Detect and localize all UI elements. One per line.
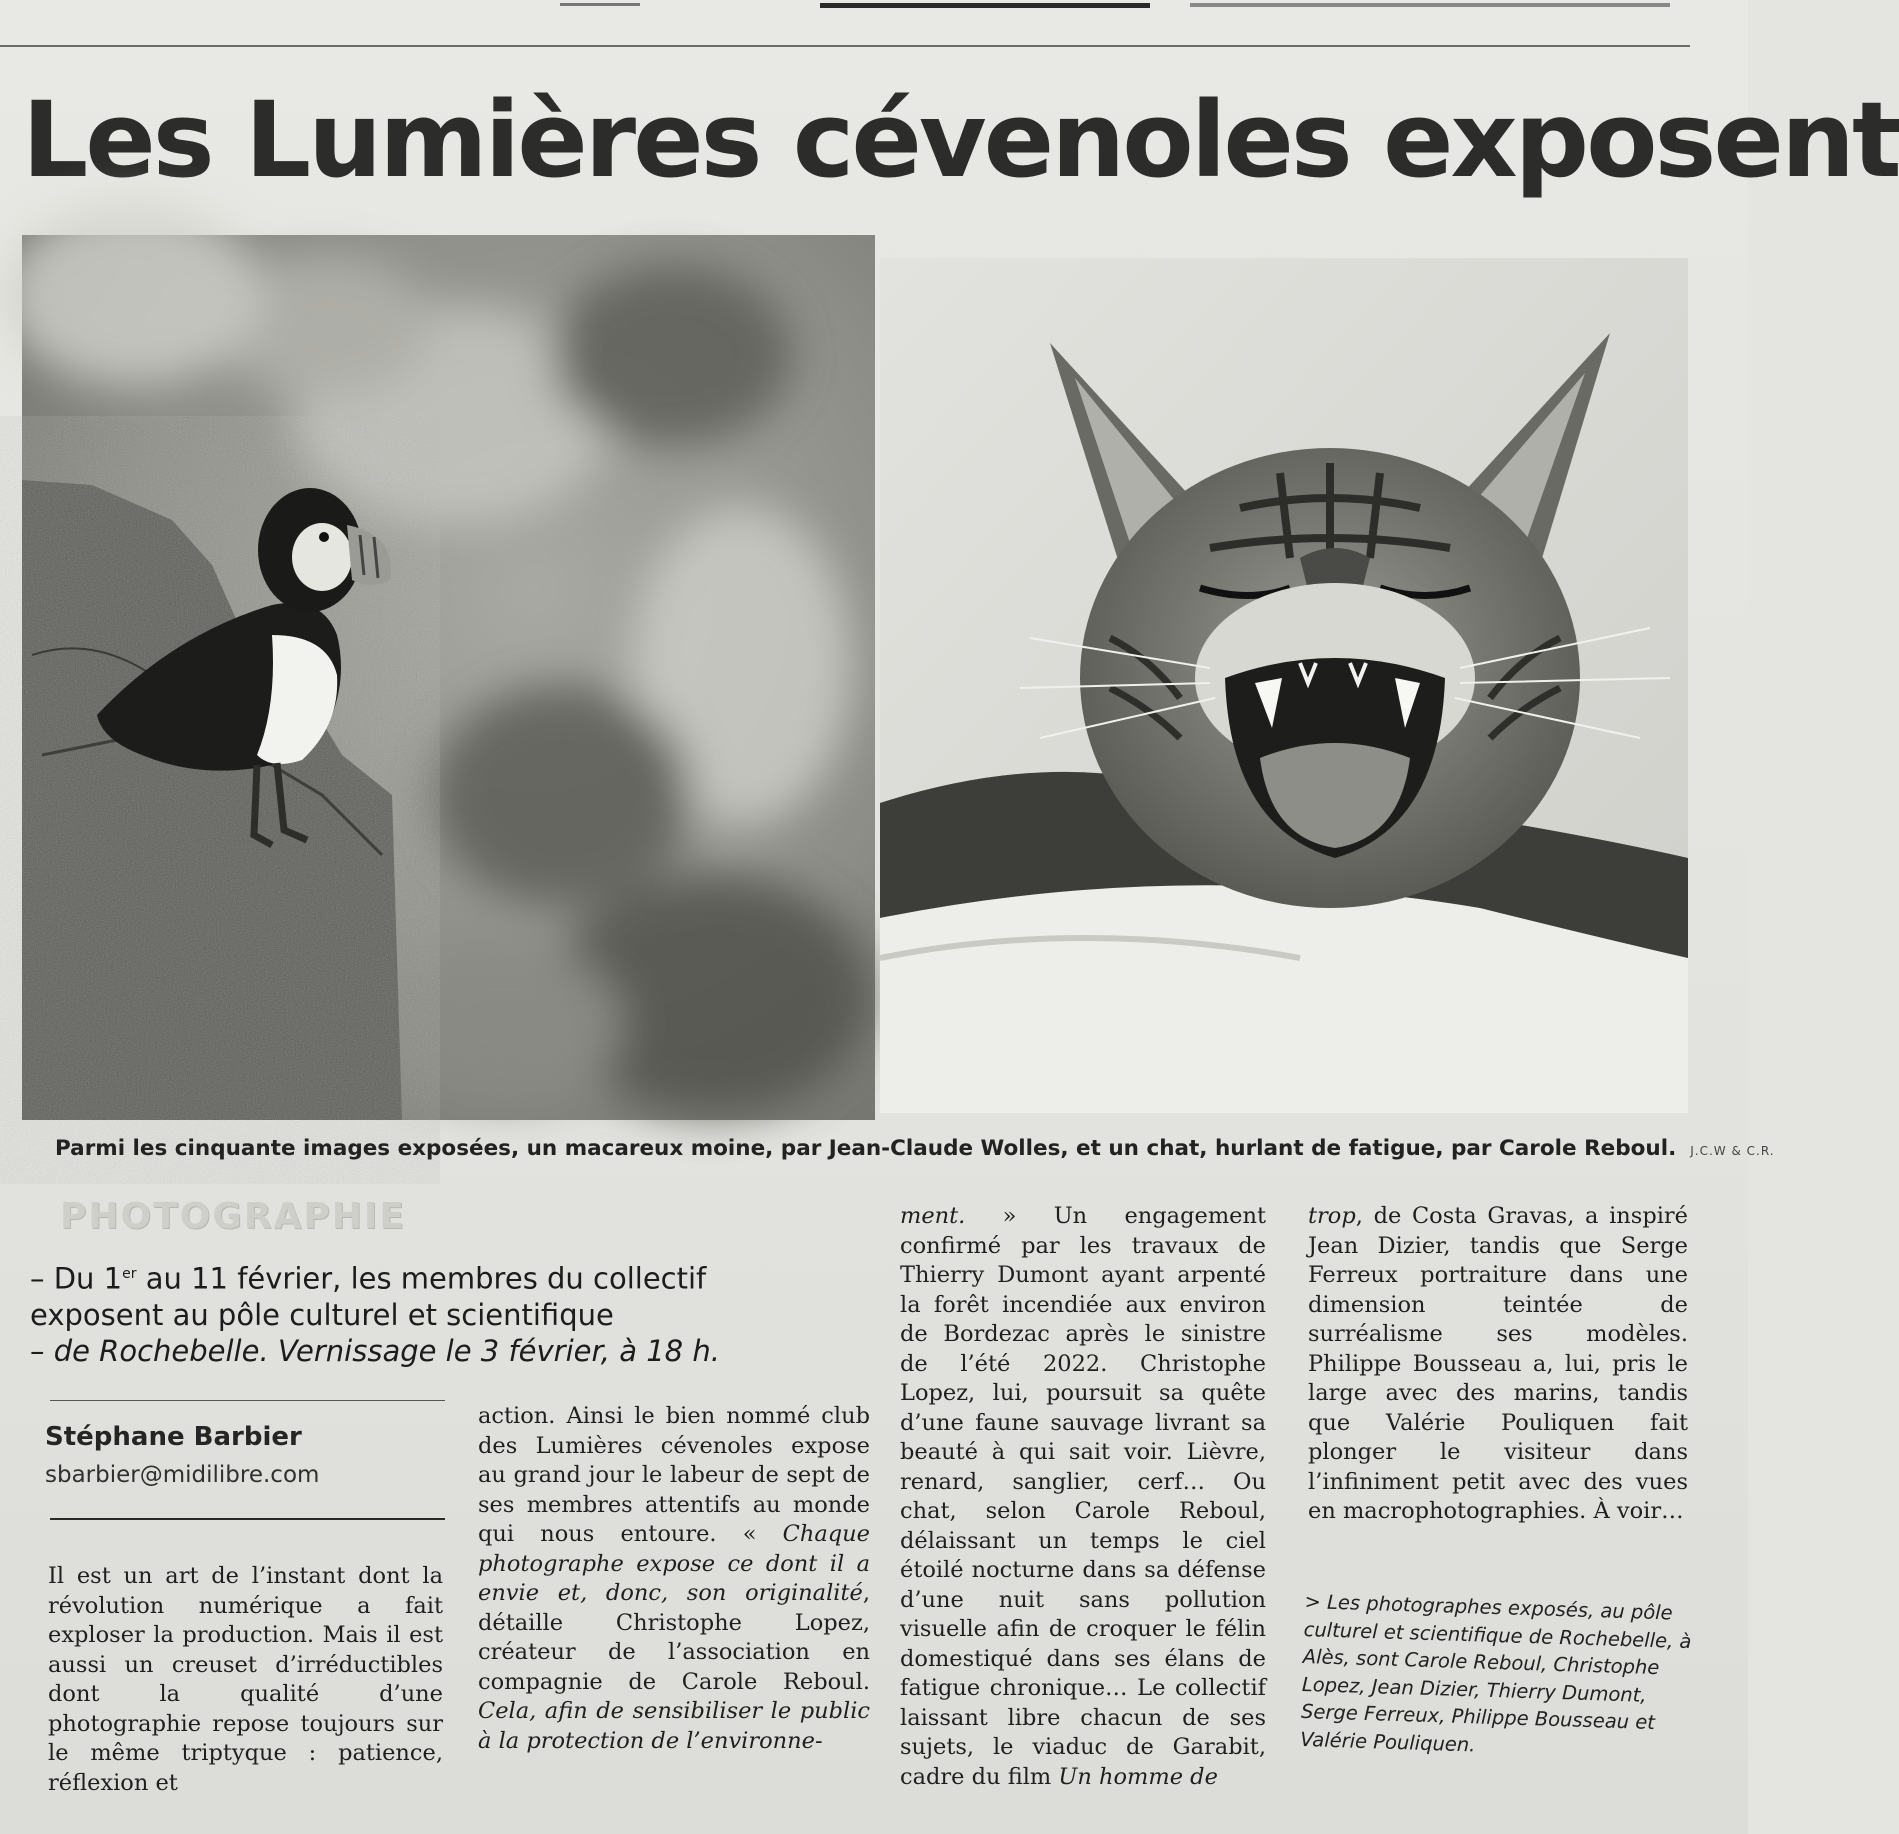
previous-article-fragment — [0, 0, 1690, 10]
col3-text: » Un engagement confirmé par les travaux de Thierry Dumont ayant arpenté la forêt incendiée aux environ de Bordezac après le sinistre de l’été 2022. Christophe Lopez, lui, poursuit sa quête d’une faune sauvage livrant sa beauté à qui sait voir. Lièvre, renard, sanglier, cerf… Ou chat, selon Carole Reboul, délaissant un temps le ciel étoilé nocturne dans sa défense d’une nuit sans pollution visuelle afin de croquer le félin domestiqué dans ses élans de fatigue chronique… Le collectif laissant libre chacun de ses sujets, le viaduc de Garabit, cadre du film — [900, 1203, 1266, 1790]
author-top-rule — [50, 1400, 445, 1401]
article-column-4 — [1308, 1202, 1688, 1527]
top-divider — [0, 45, 1690, 47]
article-column-3 — [900, 1202, 1266, 1792]
col4-film-title-end: trop — [1308, 1203, 1356, 1229]
lead-part2: de Rochebelle. Vernissage le 3 février, à 18 h. — [53, 1333, 720, 1368]
col3-film-title: Un homme de — [1058, 1763, 1218, 1790]
col2-text-b: , détaille Christophe Lopez, créateur de l’association en compagnie de Carole Reboul. — [478, 1580, 870, 1695]
article-column-1 — [48, 1562, 443, 1798]
headline: Les Lumières cévenoles exposent — [22, 79, 1899, 201]
cat-photo — [880, 258, 1688, 1113]
photo-credit: J.C.W & C.R. — [1690, 1144, 1775, 1158]
section-rubric: PHOTOGRAPHIE — [60, 1196, 406, 1237]
author-name: Stéphane Barbier — [45, 1422, 302, 1452]
author-email[interactable]: sbarbier@midilibre.com — [45, 1462, 320, 1488]
lead-part1-pre: Du 1 — [53, 1261, 123, 1296]
exhibitors-infobox: > Les photographes exposés, au pôle culturel et scientifique de Rochebelle, à Alès, sont Carole Reboul, Christophe Lopez, Jean Dizier, Thierry Dumont, Serge Ferreux, Philippe Bousseau et Valérie Pouliquen. — [1299, 1589, 1692, 1756]
puffin-photo — [22, 235, 875, 1120]
author-bottom-rule — [50, 1518, 445, 1520]
col2-quote1: Chaque photographe expose ce dont il a envie et, donc, son originalité — [478, 1521, 870, 1606]
col4-text: , de Costa Gravas, a inspiré Jean Dizier, tandis que Serge Ferreux portraiture dans une dimension teintée de surréalisme ses modèles. Philippe Bousseau a, lui, pris le large avec des marins, tandis que Valérie Pouliquen fait plonger le visiteur dans l’infiniment petit avec des vues en macrophotographies. À voir… — [1308, 1203, 1688, 1524]
col2-quote2: Cela, afin de sensibiliser le public à la protection de l’environne- — [478, 1698, 870, 1754]
photo-caption — [55, 1136, 1775, 1161]
caption-text: Parmi les cinquante images exposées, un macareux moine, par Jean-Claude Wolles, et un chat, hurlant de fatigue, par Carole Reboul. — [55, 1136, 1677, 1161]
article-column-2 — [478, 1402, 870, 1756]
lead-part1-post: au 11 février, les membres du collectif exposent au pôle culturel et scientifique — [30, 1261, 707, 1332]
col3-quote-end: ment. — [900, 1203, 966, 1229]
col2-text-a: action. Ainsi le bien nommé club des Lumières cévenoles expose au grand jour le labeur de sept de ses membres attentifs au monde qui nous entoure. « — [478, 1403, 870, 1547]
author-block — [45, 1422, 319, 1488]
lead-paragraph: – Du 1er au 11 février, les membres du collectif exposent au pôle culturel et scientifique – de Rochebelle. Vernissage le 3 février, à 18 h. — [30, 1261, 720, 1368]
col1-text: Il est un art de l’instant dont la révolution numérique a fait exploser la production. Mais il est aussi un creuset d’irréductibles dont la qualité d’une photographie repose toujours sur le même triptyque : patience, réflexion et — [48, 1563, 443, 1796]
lead-ordinal: er — [122, 1266, 137, 1282]
